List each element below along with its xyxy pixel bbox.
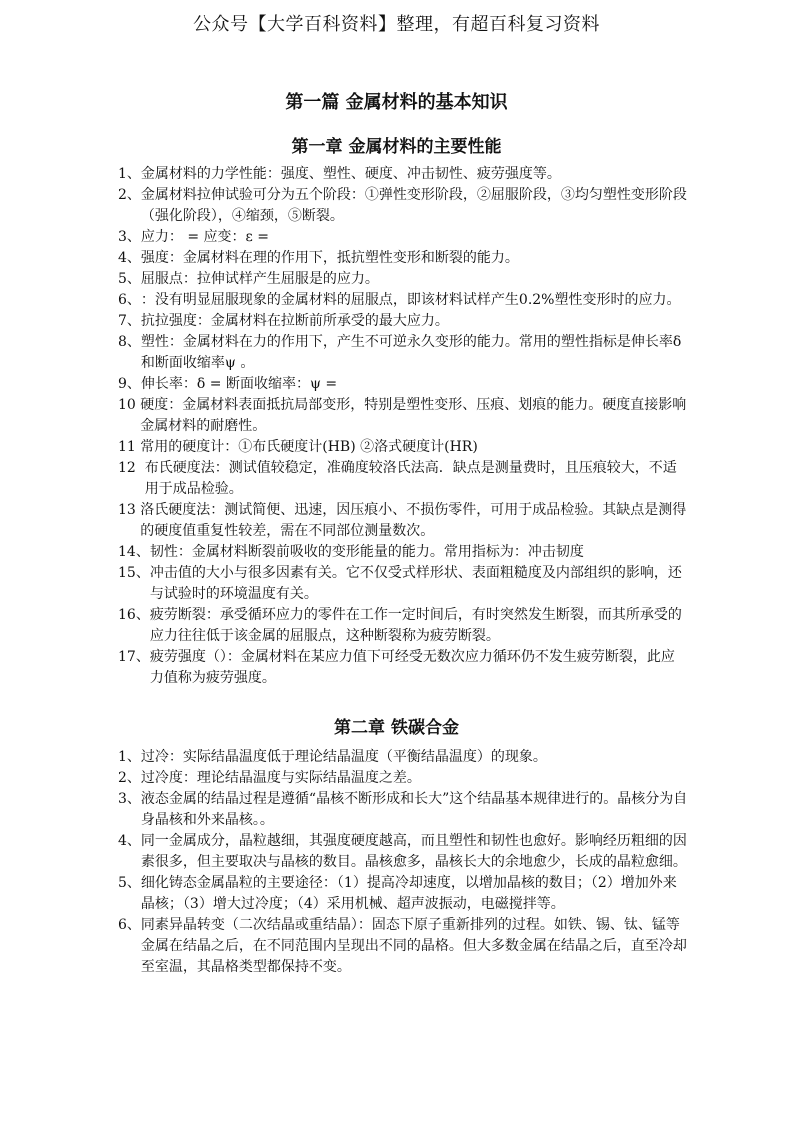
item-number: 15、 [118, 565, 150, 581]
item-number: 11 [118, 439, 141, 455]
item-text: 应力： = 应变：ε = [140, 229, 269, 245]
item-text: 布氏硬度法：测试值较稳定，准确度较洛氏法高．缺点是测量费时，且压痕较大，不适用于成品检验。 [144, 460, 677, 497]
list-item [118, 831, 688, 873]
item-number: 8、 [118, 334, 141, 350]
list-item [118, 915, 688, 978]
list-item [118, 500, 688, 542]
list-item [118, 768, 688, 789]
header-note: 公众号【大学百科资料】整理，有超百科复习资料 [193, 14, 600, 35]
item-number: 13 [118, 502, 141, 518]
item-number: 5、 [118, 271, 141, 287]
item-number: 16、 [118, 607, 150, 623]
list-item [118, 605, 688, 647]
list-item [118, 873, 688, 915]
item-text: 金属材料的力学性能：强度、塑性、硬度、冲击韧性、疲劳强度等。 [140, 166, 561, 182]
list-item [118, 248, 688, 269]
list-item [118, 374, 688, 395]
item-text: 抗拉强度：金属材料在拉断前所承受的最大应力。 [140, 313, 449, 329]
list-item [118, 647, 688, 689]
list-item [118, 332, 688, 374]
item-text: ：没有明显屈服现象的金属材料的屈服点，即该材料试样产生0.2%塑性变形时的应力。 [140, 292, 681, 308]
item-text: 洛氏硬度法：测试简便、迅速，因压痕小、不损伤零件，可用于成品检验。其缺点是测得的硬度值重复性较差，需在不同部位测量数次。 [140, 502, 687, 539]
item-text: 疲劳强度（）：金属材料在某应力值下可经受无数次应力循环仍不发生疲劳断裂，此应力值称为疲劳强度。 [149, 649, 675, 686]
item-text: 韧性：金属材料断裂前吸收的变形能量的能力。常用指标为：冲击韧度 [149, 544, 584, 560]
item-number: 17、 [118, 649, 150, 665]
list-item [118, 185, 688, 227]
item-number: 7、 [118, 313, 141, 329]
list-item [118, 747, 688, 768]
item-text: 疲劳断裂：承受循环应力的零件在工作一定时间后，有时突然发生断裂，而其所承受的应力往往低于该金属的屈服点，这种断裂称为疲劳断裂。 [149, 607, 682, 644]
list-item [118, 395, 688, 437]
item-number: 3、 [118, 791, 141, 807]
item-number: 14、 [118, 544, 150, 560]
list-item [118, 437, 688, 458]
list-item [118, 290, 688, 311]
list-item [118, 789, 688, 831]
item-number: 2、 [118, 770, 141, 786]
item-number: 5、 [118, 875, 141, 891]
item-text: 过冷：实际结晶温度低于理论结晶温度（平衡结晶温度）的现象。 [140, 749, 547, 765]
item-text: 液态金属的结晶过程是遵循“晶核不断形成和长大”这个结晶基本规律进行的。晶核分为自身晶核和外来晶核。。 [140, 791, 688, 828]
list-item [118, 227, 688, 248]
item-number: 4、 [118, 250, 141, 266]
list-item [118, 458, 688, 500]
list-item [118, 269, 688, 290]
chapter1-list [118, 164, 688, 689]
part-title: 第一篇 金属材料的基本知识 [285, 92, 508, 113]
item-number: 12 [118, 460, 145, 476]
item-number: 9、 [118, 376, 141, 392]
chapter2-list [118, 747, 688, 978]
item-text: 细化铸态金属晶粒的主要途径：（1）提高冷却速度，以增加晶核的数目；（2）增加外来晶核；（3）增大过冷度；（4）采用机械、超声波振动，电磁搅拌等。 [140, 875, 677, 912]
item-text: 硬度：金属材料表面抵抗局部变形，特别是塑性变形、压痕、划痕的能力。硬度直接影响金属材料的耐磨性。 [140, 397, 687, 434]
item-text: 常用的硬度计：①布氏硬度计(HB) ②洛式硬度计(HR) [140, 439, 478, 455]
item-number: 10 [118, 397, 141, 413]
item-text: 塑性：金属材料在力的作用下，产生不可逆永久变形的能力。常用的塑性指标是伸长率δ 和断面收缩率ψ 。 [140, 334, 682, 371]
item-text: 过冷度：理论结晶温度与实际结晶温度之差。 [140, 770, 421, 786]
list-item [118, 542, 688, 563]
item-text: 伸长率：δ = 断面收缩率：ψ = [140, 376, 338, 392]
item-text: 屈服点：拉伸试样产生屈服是的应力。 [140, 271, 379, 287]
list-item [118, 563, 688, 605]
item-text: 同素异晶转变（二次结晶或重结晶）：固态下原子重新排列的过程。如铁、锡、钛、锰等金属在结晶之后，在不同范围内呈现出不同的晶格。但大多数金属在结晶之后，直至冷却至室温，其晶格类型都保持不变。 [140, 917, 687, 975]
item-number: 2、 [118, 187, 141, 203]
item-text: 冲击值的大小与很多因素有关。它不仅受式样形状、表面粗糙度及内部组织的影响，还与试验时的环境温度有关。 [149, 565, 682, 602]
chapter1-title: 第一章 金属材料的主要性能 [291, 137, 502, 157]
chapter2-title: 第二章 铁碳合金 [334, 718, 459, 738]
item-text: 同一金属成分，晶粒越细，其强度硬度越高，而且塑性和韧性也愈好。影响经历粗细的因素很多，但主要取决与晶核的数目。晶核愈多，晶核长大的余地愈少，长成的晶粒愈细。 [140, 833, 687, 870]
list-item [118, 164, 688, 185]
list-item [118, 311, 688, 332]
item-number: 1、 [118, 166, 141, 182]
item-number: 3、 [118, 229, 141, 245]
item-number: 4、 [118, 833, 141, 849]
item-text: 强度：金属材料在理的作用下，抵抗塑性变形和断裂的能力。 [140, 250, 519, 266]
item-number: 6、 [118, 292, 141, 308]
item-number: 1、 [118, 749, 141, 765]
item-number: 6、 [118, 917, 141, 933]
item-text: 金属材料拉伸试验可分为五个阶段：①弹性变形阶段，②屈服阶段，③均匀塑性变形阶段（强化阶段），④缩颈，⑤断裂。 [140, 187, 687, 224]
